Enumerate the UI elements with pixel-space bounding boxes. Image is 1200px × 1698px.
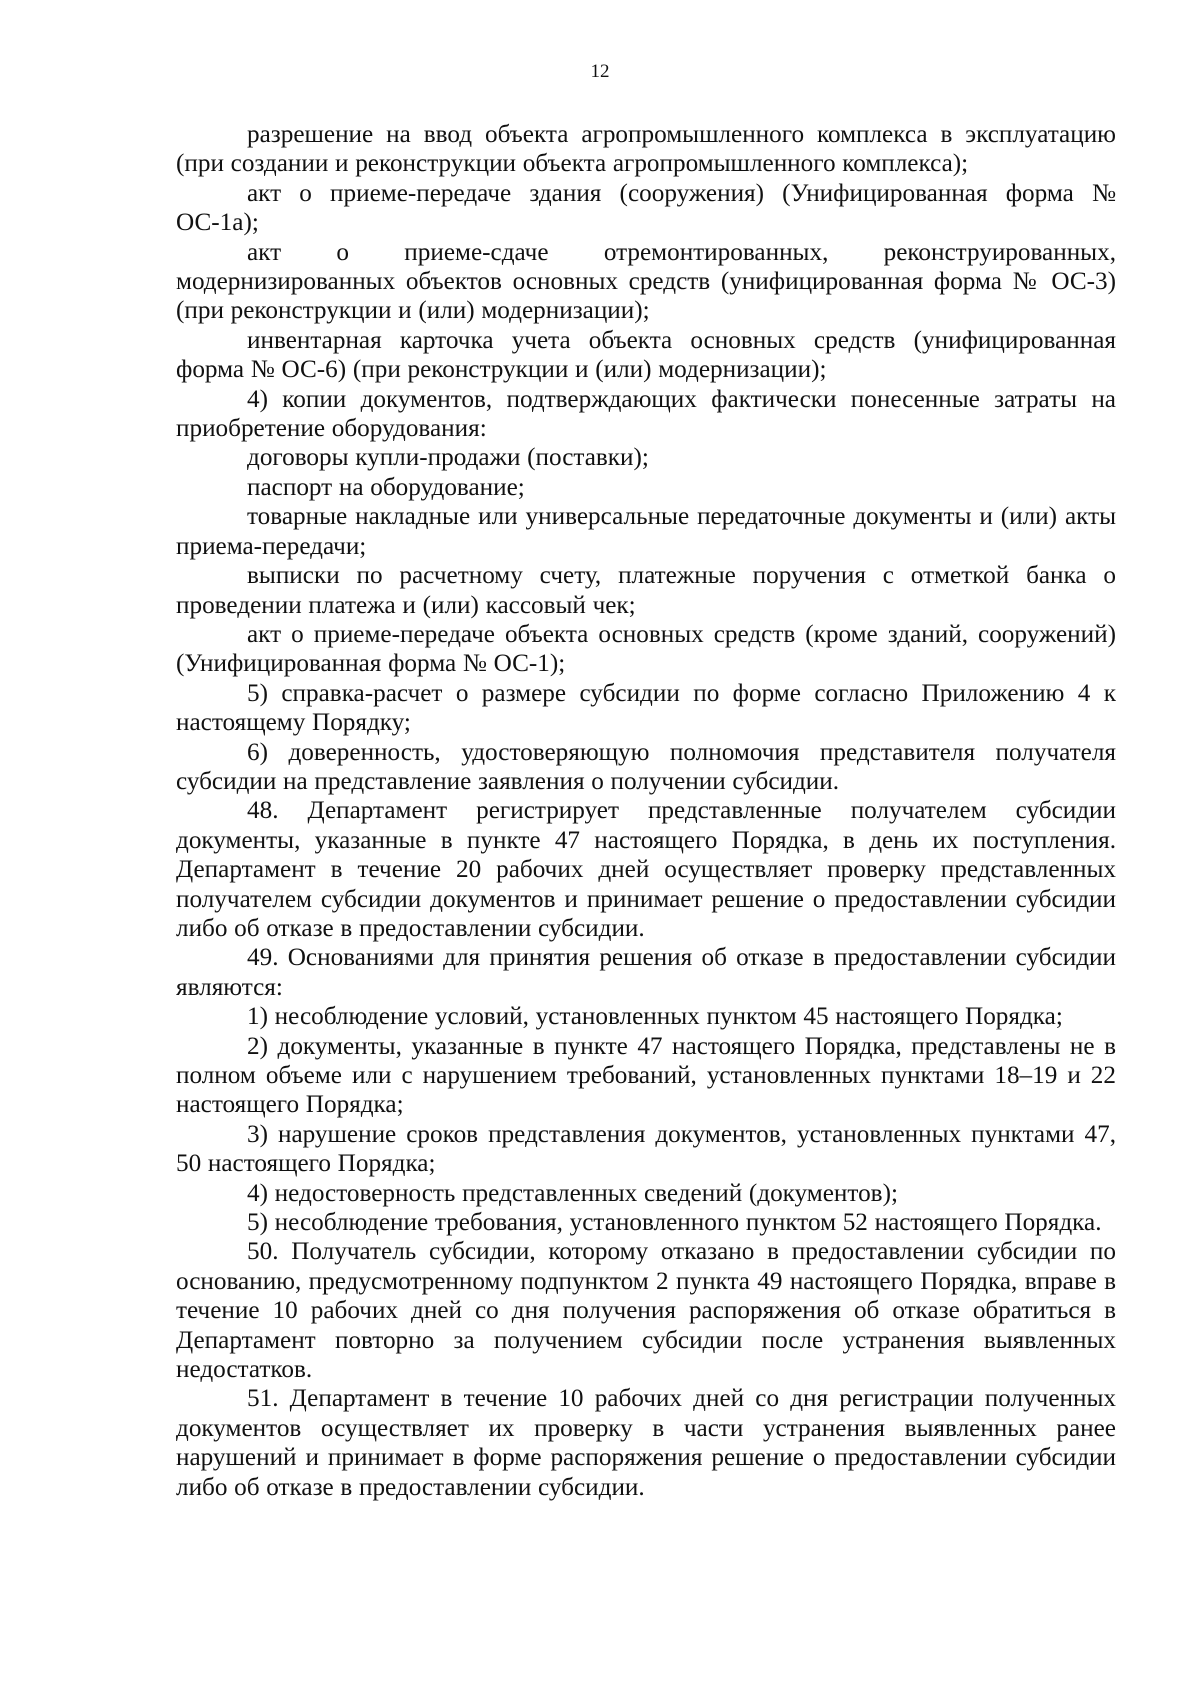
paragraph: 5) справка-расчет о размере субсидии по форме согласно Приложению 4 к настоящему Порядку; xyxy=(176,679,1116,737)
paragraph: товарные накладные или универсальные передаточные документы и (или) акты приема-передачи; xyxy=(176,503,1116,560)
paragraph: 3) нарушение сроков представления документов, установленных пунктами 47, 50 настоящего Порядка; xyxy=(176,1120,1116,1178)
paragraph: договоры купли-продажи (поставки); xyxy=(247,444,649,472)
document-body xyxy=(176,120,1116,1502)
page-number: 12 xyxy=(590,61,610,82)
paragraph: 6) доверенность, удостоверяющую полномочия представителя получателя субсидии на представление заявления о получении субсидии. xyxy=(176,738,1116,795)
paragraph: выписки по расчетному счету, платежные поручения с отметкой банка о проведении платежа и (или) кассовый чек; xyxy=(176,562,1116,619)
paragraph: акт о приеме-передаче здания (сооружения) (Унифицированная форма № ОС-1а); xyxy=(176,179,1116,237)
paragraph: разрешение на ввод объекта агропромышленного комплекса в эксплуатацию (при создании и реконструкции объекта агропромышленного комплекса); xyxy=(176,121,1116,178)
paragraph: 48. Департамент регистрирует представленные получателем субсидии документы, указанные в пункте 47 настоящего Порядка, в день их поступления. Департамент в течение 20 рабочих дней осуществляет проверку представленных получателем субсидии документов и принимает решение о предоставлении субсидии либо об отказе в предоставлении субсидии. xyxy=(176,797,1116,942)
paragraph: инвентарная карточка учета объекта основных средств (унифицированная форма № ОС-6) (при реконструкции и (или) модернизации); xyxy=(176,326,1116,384)
paragraph: 1) несоблюдение условий, установленных пунктом 45 настоящего Порядка; xyxy=(247,1003,1063,1031)
paragraph: 51. Департамент в течение 10 рабочих дней со дня регистрации полученных документов осуществляет их проверку в части устранения выявленных ранее нарушений и принимает в форме распоряжения решение о предоставлении субсидии либо об отказе в предоставлении субсидии. xyxy=(176,1385,1116,1501)
paragraph: 2) документы, указанные в пункте 47 настоящего Порядка, представлены не в полном объеме или с нарушением требований, установленных пунктами 18–19 и 22 настоящего Порядка; xyxy=(176,1032,1116,1119)
paragraph: паспорт на оборудование; xyxy=(247,473,525,501)
paragraph: 4) недостоверность представленных сведений (документов); xyxy=(247,1179,898,1207)
paragraph: 49. Основаниями для принятия решения об отказе в предоставлении субсидии являются: xyxy=(176,944,1116,1001)
paragraph: акт о приеме-передаче объекта основных средств (кроме зданий, сооружений) (Унифицированная форма № ОС-1); xyxy=(176,620,1116,678)
paragraph: 5) несоблюдение требования, установленного пунктом 52 настоящего Порядка. xyxy=(247,1209,1102,1237)
paragraph: 50. Получатель субсидии, которому отказано в предоставлении субсидии по основанию, предусмотренному подпунктом 2 пункта 49 настоящего Порядка, вправе в течение 10 рабочих дней со дня получения распоряжения об отказе обратиться в Департамент повторно за получением субсидии после устранения выявленных недостатков. xyxy=(176,1238,1116,1384)
paragraph: акт о приеме-сдаче отремонтированных, реконструированных, модернизированных объектов основных средств (унифицированная форма № ОС-3) (при реконструкции и (или) модернизации); xyxy=(176,238,1116,325)
paragraph: 4) копии документов, подтверждающих фактически понесенные затраты на приобретение оборудования: xyxy=(176,385,1116,443)
